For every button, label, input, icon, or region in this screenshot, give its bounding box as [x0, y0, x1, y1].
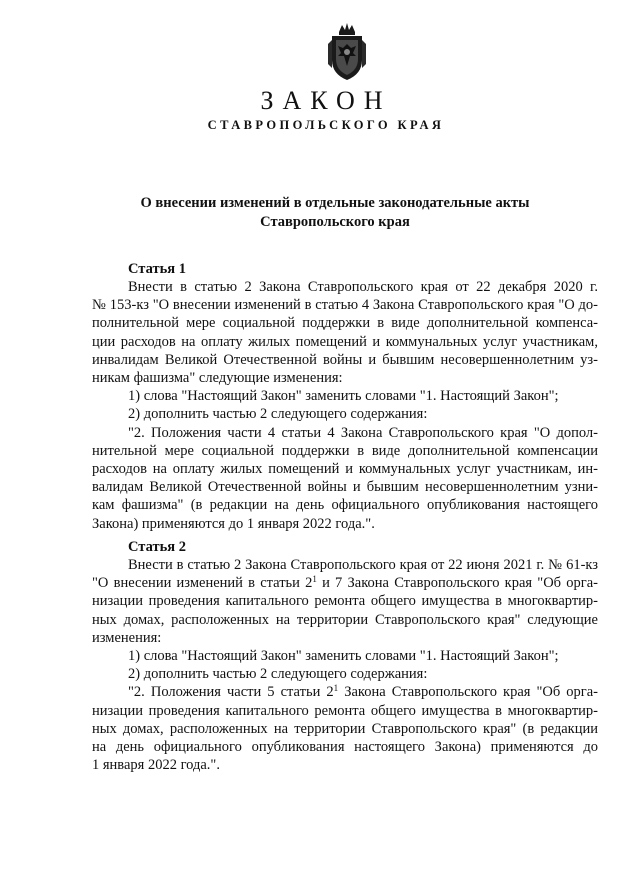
law-title: ЗАКОН — [260, 86, 392, 115]
text-line: кам фашизма" (в редакции на день официального опубликования настоящего — [92, 497, 598, 514]
text-fragment: и 7 Закона Ставропольского края "Об орга- — [316, 575, 598, 592]
article-2-intro — [92, 556, 598, 774]
article-1-title: Статья 1 — [128, 261, 186, 277]
text-line: ных домах, расположенных на территории Ставропольского края" следующие — [92, 611, 598, 628]
heading-line-1: О внесении изменений в отдельные законодательные акты — [140, 195, 530, 211]
superscript: 1 — [333, 683, 339, 694]
text-line: ции расходов на оплату жилых помещений и коммунальных услуг участникам, — [92, 333, 598, 350]
text-line — [92, 574, 598, 592]
text-line: валидам Великой Отечественной войны и бывшим несовершеннолетним узни- — [92, 479, 598, 496]
text-line: низации проведения капитального ремонта общего имущества в многоквартир- — [92, 593, 598, 610]
article-1 — [92, 260, 598, 533]
text-line: Внести в статью 2 Закона Ставропольского края от 22 июня 2021 г. № 61-кз — [128, 557, 598, 573]
text-line: на день официального опубликования настоящего Закона) применяются до — [92, 739, 598, 756]
article-2-item-1: 1) слова "Настоящий Закон" заменить словами "1. Настоящий Закон"; — [128, 648, 559, 665]
text-fragment: "2. Положения части 5 статьи 2 — [128, 684, 334, 701]
text-fragment: Закона Ставропольского края "Об орга- — [338, 684, 598, 701]
text-line: "2. Положения части 4 статьи 4 Закона Ставропольского края "О допол- — [128, 424, 598, 441]
text-line: никам фашизма" следующие изменения: — [92, 370, 343, 387]
law-heading — [0, 194, 640, 232]
law-subtitle: СТАВРОПОЛЬСКОГО КРАЯ — [207, 118, 445, 132]
text-line: ных домах, расположенных на территории Ставропольского края" (в редакции — [92, 720, 598, 737]
article-1-item-2: 2) дополнить частью 2 следующего содержания: — [128, 406, 428, 423]
text-line: Закона) применяются до 1 января 2022 года.". — [92, 515, 375, 532]
article-2-title: Статья 2 — [128, 539, 186, 555]
text-line: нительной мере социальной поддержки в виде дополнительной компенсации — [92, 442, 598, 459]
text-line: низации проведения капитального ремонта общего имущества в многоквартир- — [92, 702, 598, 719]
heading-line-2: Ставропольского края — [260, 214, 410, 230]
article-1-intro — [92, 278, 598, 533]
article-1-item-1: 1) слова "Настоящий Закон" заменить словами "1. Настоящий Закон"; — [128, 388, 559, 405]
text-fragment: "О внесении изменений в статьи 2 — [92, 575, 313, 592]
article-2-item-2: 2) дополнить частью 2 следующего содержания: — [128, 666, 428, 683]
text-line: 1 января 2022 года.". — [92, 757, 220, 774]
text-line: инвалидам Великой Отечественной войны и бывшим несовершеннолетним уз- — [92, 351, 598, 368]
text-line: Внести в статью 2 Закона Ставропольского края от 22 декабря 2020 г. — [128, 279, 598, 295]
text-line: № 153-кз "О внесении изменений в статью 4 Закона Ставропольского края "О до- — [92, 297, 598, 314]
text-line: изменения: — [92, 629, 162, 646]
coat-of-arms-icon — [326, 22, 368, 82]
text-line: расходов на оплату жилых помещений и коммунальных услуг участникам, ин- — [92, 461, 598, 478]
article-2 — [92, 538, 598, 774]
text-line: полнительной мере социальной поддержки в виде дополнительной компенса- — [92, 315, 598, 332]
text-line — [92, 683, 598, 701]
superscript: 1 — [312, 574, 317, 585]
